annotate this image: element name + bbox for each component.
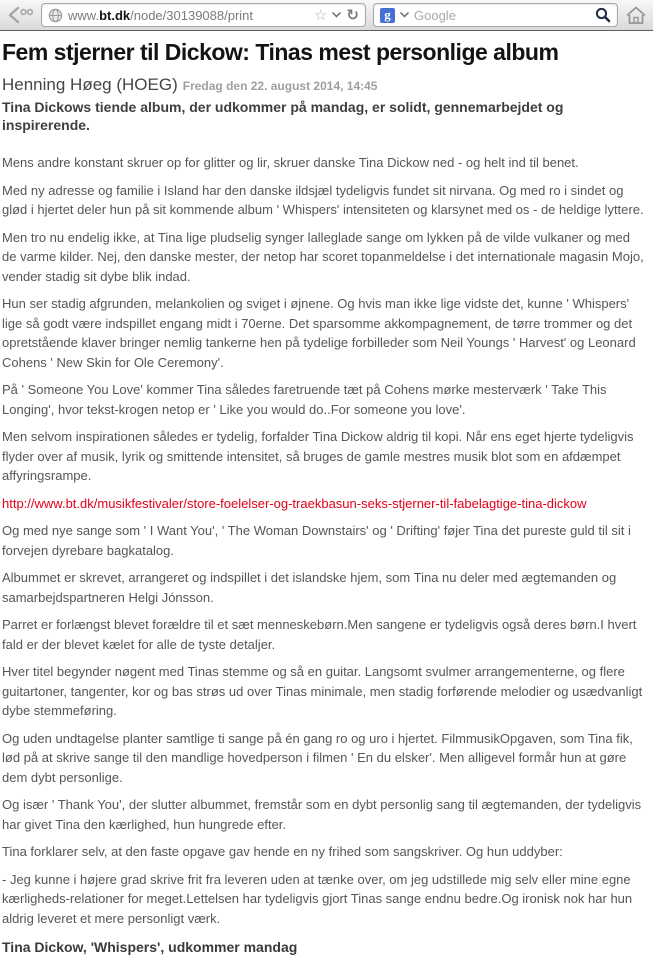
url-prefix: www. bbox=[68, 7, 100, 23]
article-paragraph: Hun ser stadig afgrunden, melankolien og sviget i øjnene. Og hvis man ikke lige vidste det, kunne ' Whispers' lige så godt være indspillet engang midt i 70erne. Det sparsomme akkompagnement, de tørre trommer og det opretstående klaver bringer nemlig tankerne hen på tydelige forbilleder som Neil Youngs ' Harvest' og Leonard Cohens ' New Skin for Ole Ceremony'. bbox=[2, 296, 636, 370]
article-paragraph: Mens andre konstant skruer op for glitter og lir, skruer danske Tina Dickow ned - og helt ind til benet. bbox=[2, 155, 579, 171]
search-engine-chevron-icon[interactable] bbox=[400, 12, 409, 18]
byline bbox=[2, 75, 645, 95]
search-bar[interactable] bbox=[373, 3, 618, 27]
url-text bbox=[68, 8, 253, 23]
publish-date: Fredag den 22. august 2014, 14:45 bbox=[182, 78, 378, 93]
site-identity-globe-icon bbox=[48, 8, 63, 23]
article-paragraph: Hver titel begynder nøgent med Tinas stemme og så en guitar. Langsomt svulmer arrangementerne, og flere guitartoner, tangenter, kor og bas strøs ud over Tinas minimale, men stadig forførende melodier og usædvanligt dybe stemmeføring. bbox=[2, 664, 643, 719]
page-title: Fem stjerner til Dickow: Tinas mest personlige album bbox=[2, 39, 559, 65]
url-domain: bt.dk bbox=[99, 7, 131, 23]
article bbox=[0, 31, 653, 955]
url-path: /node/30139088/print bbox=[130, 7, 254, 23]
article-paragraph: Og uden undtagelse planter samtlige ti sange på én gang ro og uro i hjertet. FilmmusikOpgaven, som Tina fik, lød på at skrive sange til den mandlige hovedperson i filmen ' En du elsker'. Men alligevel formår hun at gøre dem dybt personlige. bbox=[2, 730, 633, 785]
article-paragraph: - Jeg kunne i højere grad skrive frit fra leveren uden at tænke over, om jeg udstillede mig selv eller mine egne kærligheds-relationer for meget.Lettelsen har tydeligvis gjort Tinas sange endnu bedre.Og ironisk nok har hun aldrig leveret et mere personligt værk. bbox=[2, 871, 633, 926]
article-paragraph: Med ny adresse og familie i Island har den danske ildsjæl tydeligvis fundet sit nirvana. Og med ro i sindet og glød i hjertet deler hun på sit kommende album ' Whispers' intensiteten og klarsynet med os - de heldige lyttere. bbox=[2, 182, 644, 218]
article-footer: Tina Dickow, 'Whispers', udkommer mandag bbox=[2, 939, 298, 956]
home-button[interactable] bbox=[625, 6, 647, 25]
browser-toolbar bbox=[0, 0, 653, 31]
author-name: Henning Høeg (HOEG) bbox=[2, 74, 178, 94]
google-favicon-icon[interactable]: g bbox=[380, 8, 395, 23]
bookmark-star-icon[interactable]: ☆ bbox=[313, 5, 328, 24]
home-icon bbox=[625, 6, 647, 25]
article-paragraph: Og især ' Thank You', der slutter albummet, fremstår som en dybt personlig sang til ægtemanden, der tydeligvis har givet Tina den kærlighed, hun hungrede efter. bbox=[2, 797, 642, 832]
back-button[interactable] bbox=[6, 6, 34, 24]
search-magnifier-icon[interactable] bbox=[595, 7, 611, 23]
article-lead: Tina Dickows tiende album, der udkommer på mandag, er solidt, gennemarbejdet og inspirerende. bbox=[2, 98, 564, 134]
article-paragraph: Og med nye sange som ' I Want You', ' The Woman Downstairs' og ' Drifting' føjer Tina det pureste guld til sit i forvejen dyrebare bagkatalog. bbox=[2, 523, 631, 558]
article-paragraph: Parret er forlængst blevet forældre til et sæt menneskebørn.Men sangene er tydeligvis også deres børn.I hvert fald er der blevet kælet for alle de tyste detaljer. bbox=[2, 617, 637, 652]
article-paragraph: På ' Someone You Love' kommer Tina således faretruende tæt på Cohens mørke mesterværk ' Take This Longing', hvor tekst-krogen netop er ' Like you would do..For someone you love'. bbox=[2, 382, 607, 417]
article-paragraph: Albummet er skrevet, arrangeret og indspillet i det islandske hjem, som Tina nu deler med ægtemanden og samarbejdspartneren Helgi Jónsson. bbox=[2, 570, 617, 605]
back-icon bbox=[6, 6, 34, 24]
article-link[interactable]: http://www.bt.dk/musikfestivaler/store-foelelser-og-traekbasun-seks-stjerner-til-fabelagtige-tina-dickow bbox=[2, 495, 587, 511]
reload-icon[interactable]: ↻ bbox=[346, 5, 359, 24]
article-paragraph: Men tro nu endelig ikke, at Tina lige pludselig synger lalleglade sange om lykken på de vilde vulkaner og med de varme kilder. Nej, den danske mester, der netop har scoret topanmeldelse i det internationale magasin Mojo, vender stadig sit dybe blik indad. bbox=[2, 229, 644, 284]
search-input[interactable] bbox=[414, 8, 590, 23]
url-dropdown-chevron-icon[interactable] bbox=[332, 12, 341, 18]
article-link-paragraph bbox=[2, 494, 645, 514]
article-paragraph: Men selvom inspirationen således er tydelig, forfalder Tina Dickow aldrig til kopi. Når ens eget hjerte tydeligvis flyder over af musik, lyrik og smittende intensitet, så bruges de gamle mestres musik blot som en afdæmpet affyringsrampe. bbox=[2, 429, 634, 484]
article-paragraph: Tina forklarer selv, at den faste opgave gav hende en ny frihed som sangskriver. Og hun uddyber: bbox=[2, 844, 563, 860]
url-bar[interactable] bbox=[41, 3, 366, 27]
